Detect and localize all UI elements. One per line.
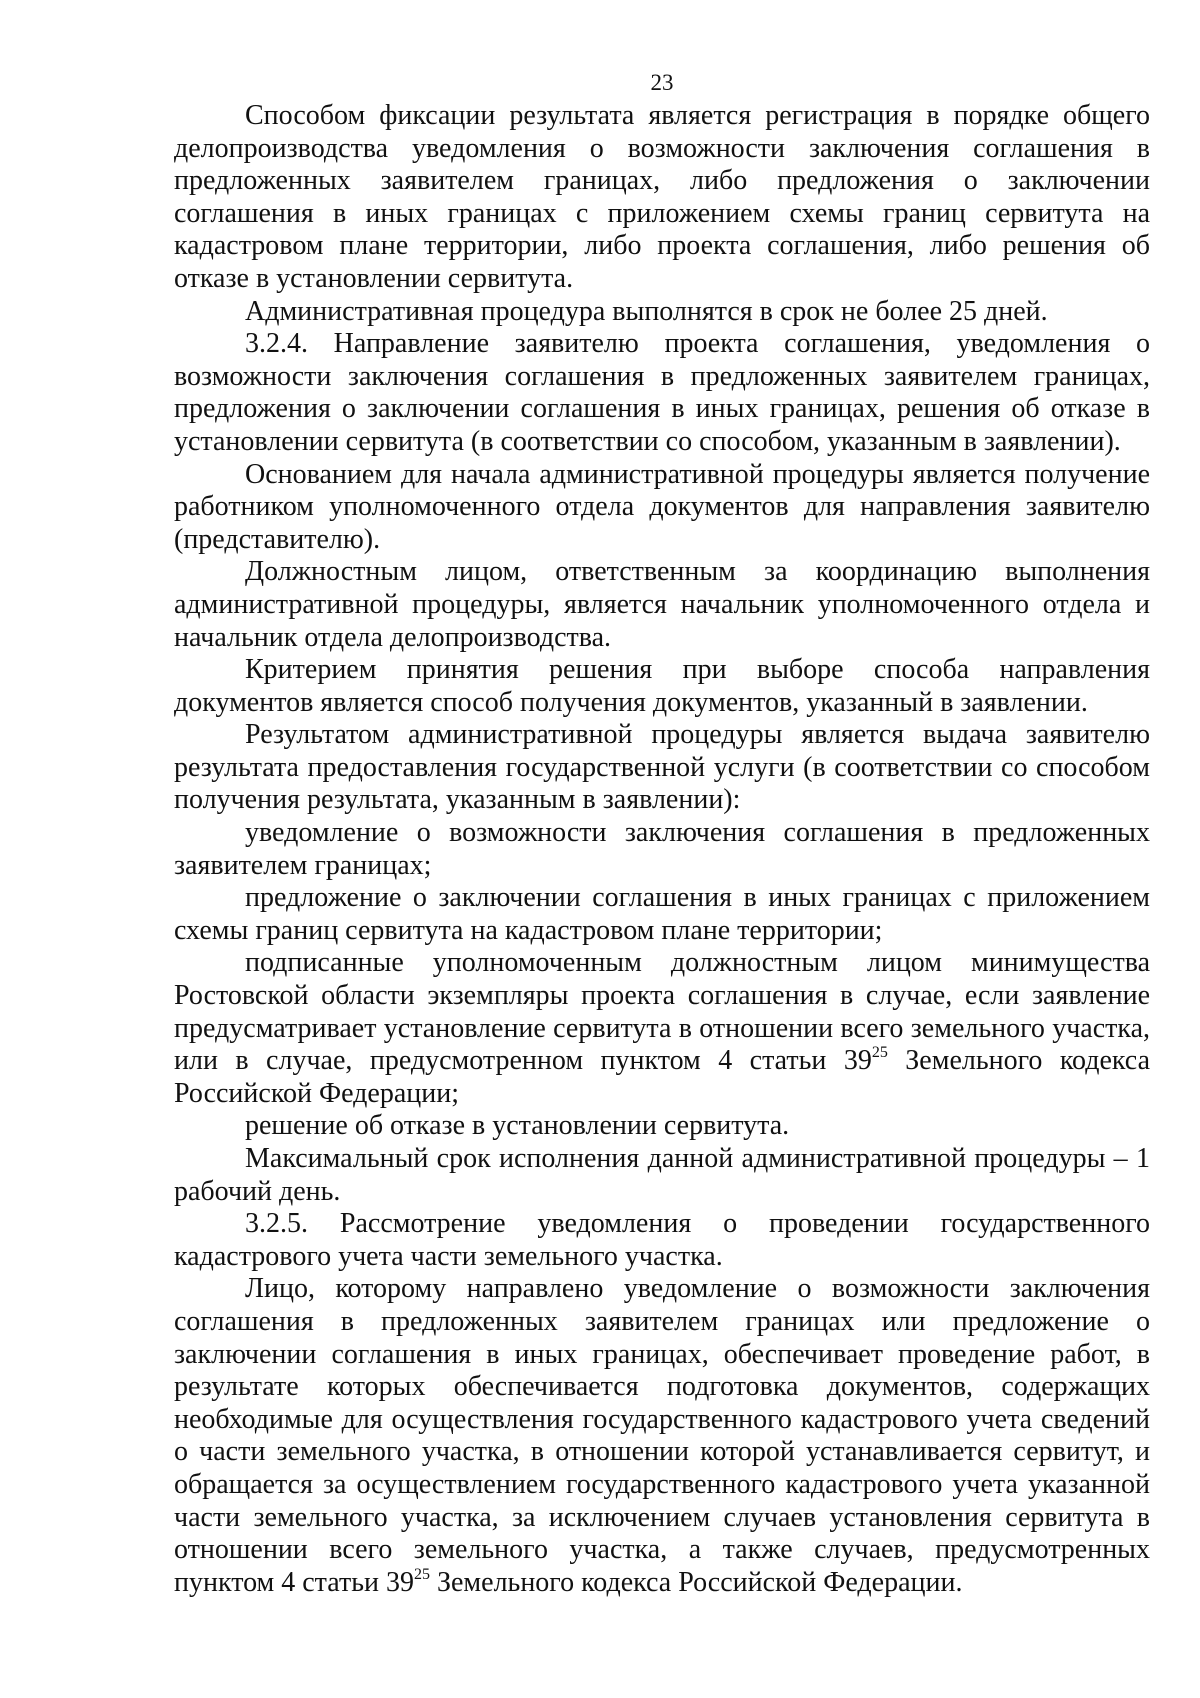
article-superscript: 25 — [413, 1565, 430, 1583]
list-item-signed-copies: подписанные уполномоченным должностным лицом минимущества Ростовской области экземпляры проекта соглашения в случае, если заявление предусматривает установление сервитута в отношении всего земельного участка, или в случае, предусмотренном пунктом 4 статьи $39^{25}$ Земельного кодекса Российской Федерации; — [174, 947, 1150, 1109]
paragraph-procedure-term: Административная процедура выполнятся в срок не более 25 дней. — [245, 295, 1048, 327]
list-item-refusal: решение об отказе в установлении сервитута. — [245, 1110, 790, 1142]
paragraph-fixation-method: Способом фиксации результата является регистрация в порядке общего делопроизводства уведомления о возможности заключения соглашения в предложенных заявителем границах, либо предложения о заключении соглашения в иных границах с приложением схемы границ сервитута на кадастровом плане территории, либо проекта соглашения, либо решения об отказе в установлении сервитута. — [174, 100, 1150, 294]
paragraph-decision-criterion: Критерием принятия решения при выборе способа направления документов является способ получения документов, указанный в заявлении. — [174, 654, 1150, 718]
list-item-proposal: предложение о заключении соглашения в иных границах с приложением схемы границ сервитута на кадастровом плане территории; — [174, 882, 1150, 946]
list-item-notification: уведомление о возможности заключения соглашения в предложенных заявителем границах; — [174, 817, 1150, 881]
paragraph-procedure-result: Результатом административной процедуры является выдача заявителю результата предоставления государственной услуги (в соответствии со способом получения результата, указанным в заявлении): — [174, 719, 1150, 816]
paragraph-cadastral-works: Лицо, которому направлено уведомление о возможности заключения соглашения в предложенных заявителем границах или предложение о заключении соглашения в иных границах, обеспечивает проведение работ, в результате которых обеспечивается подготовка документов, содержащих необходимые для осуществления государственного кадастрового учета сведений о части земельного участка, в отношении которой устанавливается сервитут, и обращается за осуществлением государственного кадастрового учета указанной части земельного участка, за исключением случаев установления сервитута в отношении всего земельного участка, а также случаев, предусмотренных пунктом 4 статьи $39^{25}$ Земельного кодекса Российской Федерации. — [174, 1273, 1150, 1598]
paragraph-procedure-basis: Основанием для начала административной процедуры является получение работником уполномоченного отдела документов для направления заявителю (представителю). — [174, 458, 1150, 555]
paragraph-max-term: Максимальный срок исполнения данной административной процедуры – 1 рабочий день. — [174, 1143, 1150, 1207]
page-number: 23 — [650, 70, 674, 95]
article-superscript: 25 — [871, 1044, 888, 1062]
document-page — [174, 66, 1150, 1599]
paragraph-responsible-official: Должностным лицом, ответственным за координацию выполнения административной процедуры, является начальник уполномоченного отдела и начальник отдела делопроизводства. — [174, 556, 1150, 653]
paragraph-section-3-2-4: 3.2.4. Направление заявителю проекта соглашения, уведомления о возможности заключения соглашения в предложенных заявителем границах, предложения о заключении соглашения в иных границах, решения об отказе в установлении сервитута (в соответствии со способом, указанным в заявлении). — [174, 328, 1150, 457]
paragraph-section-3-2-5: 3.2.5. Рассмотрение уведомления о проведении государственного кадастрового учета части земельного участка. — [174, 1208, 1150, 1272]
